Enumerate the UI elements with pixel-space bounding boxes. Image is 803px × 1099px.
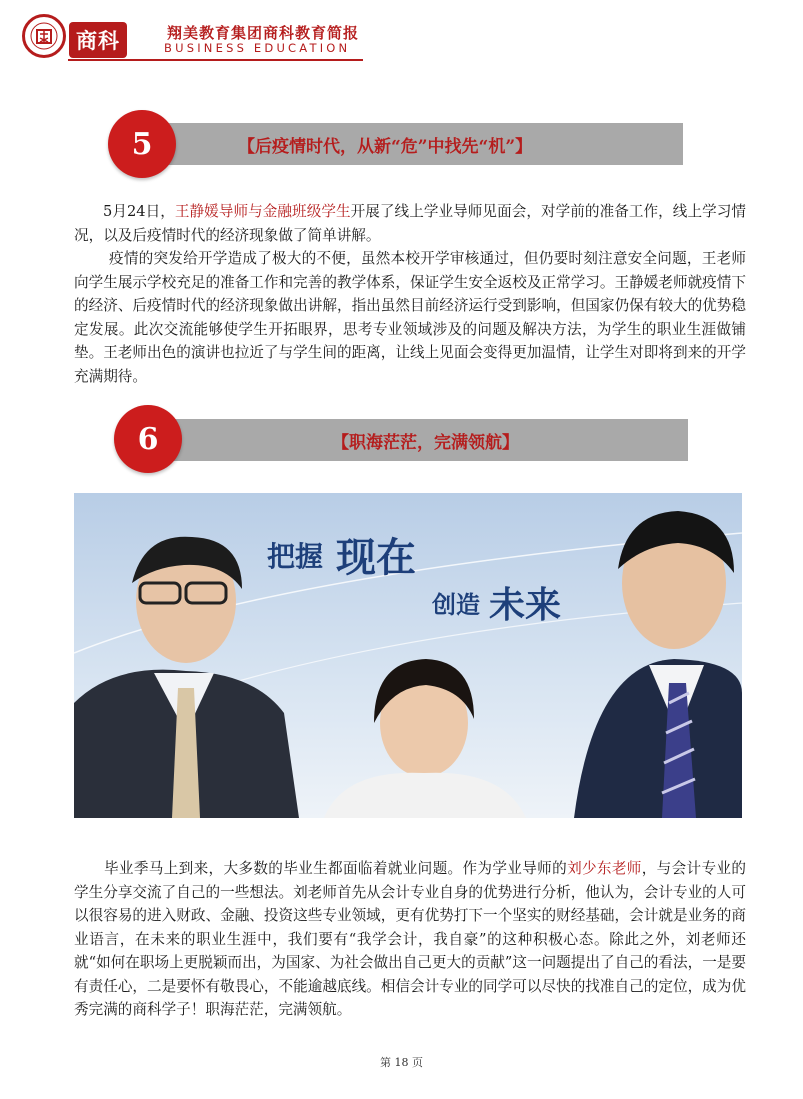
section5-highlight: 王静媛导师与金融班级学生: [174, 203, 351, 220]
section5-paragraph-2: 疫情的突发给开学造成了极大的不便，虽然本校开学审核通过，但仍要时刻注意安全问题，王老师向学生展示学校充足的准备工作和完善的教学体系，保证学生安全返校及正常学习。王静媛老师就疫情下的经济、后疫情时代的经济现象做出讲解，指出虽然目前经济运行受到影响，但国家仍保有较大的优势稳定发展。此次交流能够使学生开拓眼界，思考专业领域涉及的问题及解决方法，为学生的职业生涯做铺垫。王老师出色的演讲也拉近了与学生间的距离，让线上见面会变得更加温情，让学生对即将到来的开学充满期待。: [74, 250, 746, 385]
school-seal-logo: [22, 14, 66, 58]
header-divider: [68, 59, 363, 61]
header-title: 翔美教育集团商科教育简报: [167, 24, 360, 42]
section6-paragraph: 毕业季马上到来，大多数的毕业生都面临着就业问题。作为学业导师的刘少东老师，与会计专业的学生分享交流了自己的一些想法。刘老师首先从会计专业自身的优势进行分析，他认为，会计专业的人可以很容易的进入财政、金融、投资这些专业领域，更有优势打下一个坚实的财经基础，会计就是业务的商业语言，在未来的职业生涯中，我们要有“我学会计，我自豪”的这种积极心态。除此之外，刘老师还就“如何在职场上更脱颖而出，为国家、为社会做出自己更大的贡献”这一问题提出了自己的看法，一是要有责任心，二是要怀有敬畏心，不能逾越底线。相信会计专业的同学可以尽快的找准自己的定位，成为优秀完满的商科学子！职海茫茫，完满领航。: [74, 860, 746, 1018]
seal-emblem-icon: [29, 21, 59, 51]
section5-heading: 【后疫情时代，从新“危”中找先“机”】: [238, 136, 533, 157]
section6-heading: 【职海茫茫，完满领航】: [332, 432, 519, 453]
section6-body: [74, 857, 746, 1022]
section6-banner: [152, 419, 688, 461]
career-photo-illustration: [74, 493, 742, 818]
slogan-word-1a: 把握: [267, 540, 324, 573]
header-subtitle: BUSINESS EDUCATION: [164, 41, 351, 55]
slogan-word-1b: 现在: [336, 535, 416, 581]
section6-number-badge: 6: [114, 405, 182, 473]
page-number: 第 18 页: [380, 1056, 423, 1069]
brand-tag: 商科: [69, 22, 127, 58]
section5-number-badge: 5: [108, 110, 176, 178]
career-photo: [74, 493, 742, 818]
section6-highlight: 刘少东老师: [567, 860, 642, 877]
slogan-word-2b: 未来: [489, 585, 562, 626]
section5-paragraph-1: 5月24日，王静媛导师与金融班级学生开展了线上学业导师见面会，对学前的准备工作，线上学习情况，以及后疫情时代的经济现象做了简单讲解。: [74, 203, 746, 244]
section5-banner: [146, 123, 683, 165]
section5-body: [74, 200, 746, 388]
slogan-word-2a: 创造: [432, 591, 480, 619]
